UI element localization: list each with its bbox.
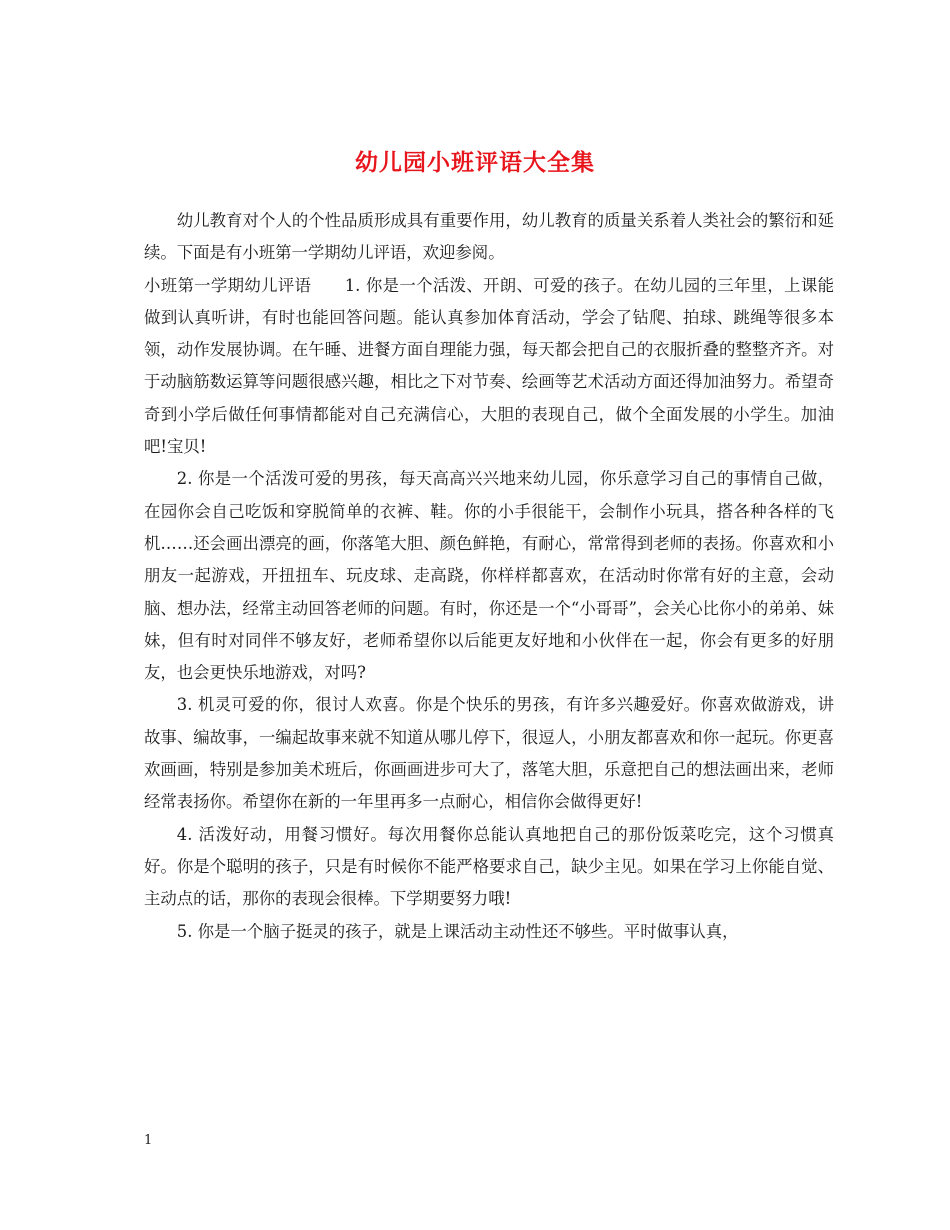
comment-paragraph-3: 3. 机灵可爱的你，很讨人欢喜。你是个快乐的男孩，有许多兴趣爱好。你喜欢做游戏，讲故事、编故事，一编起故事来就不知道从哪儿停下，很逗人，小朋友都喜欢和你一起玩。你更喜欢画画，特别是参加美术班后，你画画进步可大了，落笔大胆，乐意把自己的想法画出来，老师经常表扬你。希望你在新的一年里再多一点耐心，相信你会做得更好! xyxy=(144,695,834,812)
document-body xyxy=(144,205,834,948)
intro-paragraph: 幼儿教育对个人的个性品质形成具有重要作用，幼儿教育的质量关系着人类社会的繁衍和延续。下面是有小班第一学期幼儿评语，欢迎参阅。 xyxy=(144,211,834,263)
page-number: 1 xyxy=(144,1133,153,1148)
comment-paragraph-1: 小班第一学期幼儿评语 1. 你是一个活泼、开朗、可爱的孩子。在幼儿园的三年里，上课能做到认真听讲，有时也能回答问题。能认真参加体育活动，学会了钻爬、拍球、跳绳等很多本领，动作发展协调。在午睡、进餐方面自理能力强，每天都会把自己的衣服折叠的整整齐齐。对于动脑筋数运算等问题很感兴趣，相比之下对节奏、绘画等艺术活动方面还得加油努力。希望奇奇到小学后做任何事情都能对自己充满信心，大胆的表现自己，做个全面发展的小学生。加油吧!宝贝! xyxy=(144,275,834,457)
comment-paragraph-5: 5. 你是一个脑子挺灵的孩子，就是上课活动主动性还不够些。平时做事认真， xyxy=(176,921,739,941)
document-title: 幼儿园小班评语大全集 xyxy=(355,149,595,177)
comment-paragraph-4: 4. 活泼好动，用餐习惯好。每次用餐你总能认真地把自己的那份饭菜吃完，这个习惯真好。你是个聪明的孩子，只是有时候你不能严格要求自己，缺少主见。如果在学习上你能自觉、主动点的话，那你的表现会很棒。下学期要努力哦! xyxy=(144,824,834,909)
comment-paragraph-2: 2. 你是一个活泼可爱的男孩，每天高高兴兴地来幼儿园，你乐意学习自己的事情自己做，在园你会自己吃饭和穿脱简单的衣裤、鞋。你的小手很能干，会制作小玩具，搭各种各样的飞机……还会画出漂亮的画，你落笔大胆、颜色鲜艳，有耐心，常常得到老师的表扬。你喜欢和小朋友一起游戏，开扭扭车、玩皮球、走高跷，你样样都喜欢，在活动时你常有好的主意，会动脑、想办法，经常主动回答老师的问题。有时，你还是一个“小哥哥”，会关心比你小的弟弟、妹妹，但有时对同伴不够友好，老师希望你以后能更友好地和小伙伴在一起，你会有更多的好朋友，也会更快乐地游戏，对吗? xyxy=(144,469,834,683)
